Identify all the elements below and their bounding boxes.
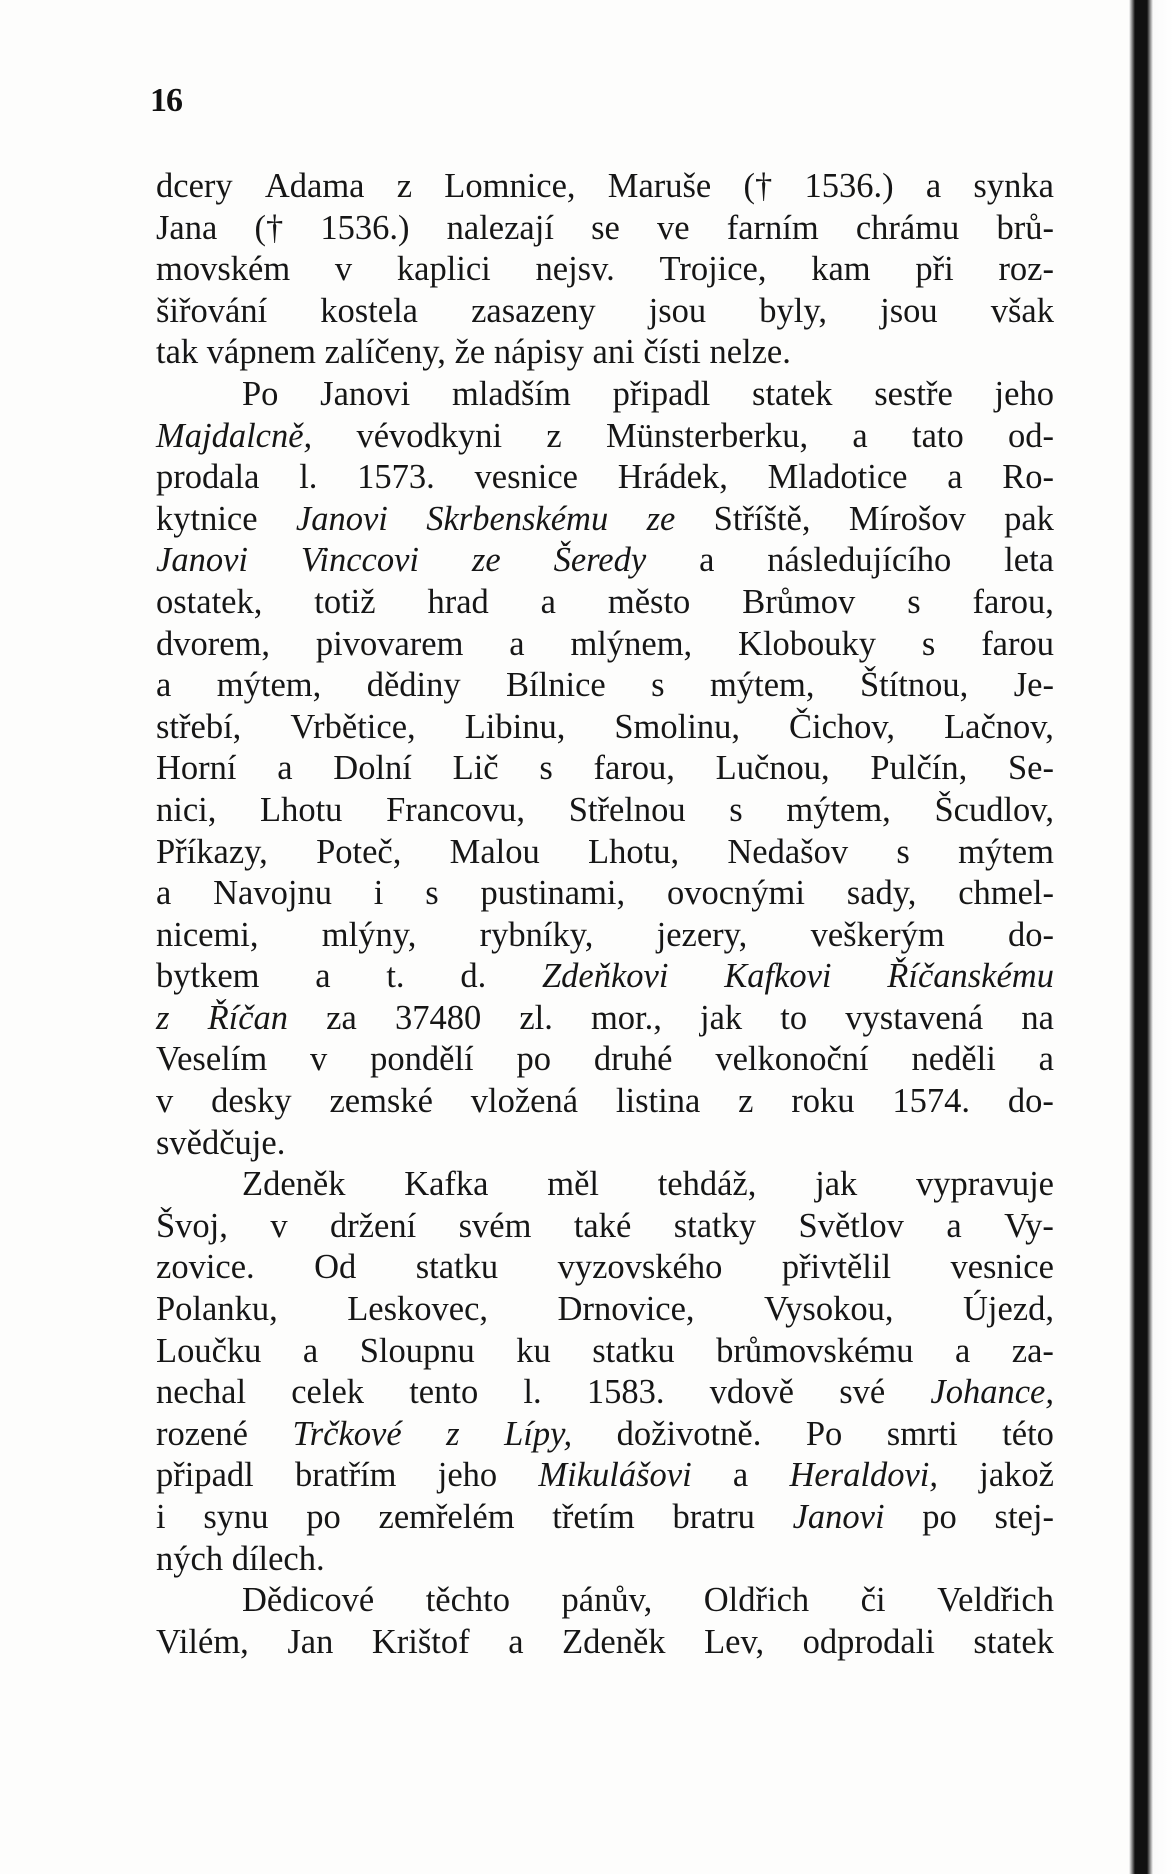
text-line: [156, 832, 1054, 874]
word: z: [546, 416, 562, 455]
word: Vrbětice,: [290, 707, 416, 746]
word: Je-: [1013, 666, 1054, 705]
word: totiž: [314, 582, 376, 621]
word: Münsterberku,: [605, 416, 809, 455]
word: Skrbenskému: [426, 499, 609, 538]
word: jakož: [979, 1456, 1054, 1495]
word: nelze.: [709, 333, 791, 372]
word: a: [509, 624, 525, 663]
text-line: [156, 1289, 1054, 1331]
word: Oldřich: [703, 1581, 810, 1620]
word: i: [156, 1498, 166, 1536]
word: Střelnou: [568, 790, 686, 829]
word: veškerým: [810, 915, 945, 954]
word: připadl: [156, 1456, 254, 1495]
word: Vilém,: [156, 1622, 249, 1661]
text-line: [156, 1580, 1054, 1622]
word: Lhotu: [260, 790, 343, 829]
word: a: [852, 416, 868, 455]
word: vyzovského: [557, 1248, 723, 1287]
word: Adama: [264, 167, 365, 205]
text-line: [156, 1331, 1054, 1373]
word: Vy-: [1004, 1206, 1054, 1245]
word: ze: [471, 541, 501, 580]
word: brů-: [996, 208, 1054, 247]
word: Šcudlov,: [934, 790, 1054, 829]
word: této: [1002, 1414, 1054, 1453]
word: s: [425, 874, 439, 913]
word: Trčkové: [292, 1414, 402, 1453]
word: jeho: [437, 1456, 498, 1495]
word: chrámu: [855, 208, 960, 247]
word: Jana: [156, 208, 218, 247]
word: kostela: [320, 291, 418, 330]
word: 1536.): [320, 208, 410, 247]
word: rybníky,: [479, 915, 594, 954]
word: Dolní: [333, 749, 412, 788]
word: pánův,: [561, 1581, 653, 1620]
word: v: [270, 1206, 288, 1245]
text-line: [156, 956, 1054, 998]
word: dcery: [156, 167, 233, 205]
word: Hrádek,: [617, 458, 728, 497]
word: a: [540, 582, 556, 621]
word: s: [921, 624, 936, 663]
word: Janovi: [320, 374, 411, 413]
word: leta: [1004, 541, 1054, 580]
word: tak: [156, 333, 207, 372]
word: čísti: [643, 333, 710, 372]
word: nici,: [156, 790, 217, 829]
word: v: [334, 250, 353, 289]
word: Vinccovi: [300, 541, 419, 580]
word: d.: [460, 957, 487, 996]
word: Lhotu,: [588, 832, 680, 871]
word: do-: [1008, 915, 1054, 954]
word: a: [954, 1331, 971, 1370]
body-text: [156, 166, 1054, 1663]
word: tento: [409, 1373, 479, 1412]
word: kam: [811, 250, 871, 289]
word: zovice.: [156, 1248, 255, 1287]
word: zemřelém: [378, 1498, 515, 1536]
word: Libinu,: [464, 707, 566, 746]
text-line: [156, 998, 1054, 1040]
word: Nedašov: [727, 832, 849, 871]
word: mýtem,: [786, 790, 891, 829]
word: Trojice,: [659, 250, 767, 289]
word: Zdeňkovi: [541, 957, 669, 996]
word: statek: [973, 1622, 1054, 1661]
word: a: [277, 749, 293, 788]
word: svědčuje.: [156, 1123, 286, 1162]
word: šiřování: [156, 291, 268, 330]
word: z: [156, 998, 170, 1037]
word: svém: [458, 1206, 532, 1245]
word: připadl: [612, 374, 711, 413]
word: mlýny,: [321, 915, 417, 954]
word: či: [860, 1581, 886, 1620]
word: s: [896, 832, 910, 871]
word: hrad: [427, 582, 489, 621]
word: s: [539, 749, 553, 788]
word: stej-: [994, 1498, 1054, 1536]
word: že: [454, 333, 494, 372]
word: velkonoční: [715, 1040, 869, 1079]
word: a: [156, 666, 172, 705]
text-line: [156, 540, 1054, 582]
word: roku: [791, 1082, 855, 1121]
word: Se-: [1007, 749, 1054, 788]
word: nicemi,: [156, 915, 259, 954]
word: odprodali: [802, 1622, 935, 1661]
word: Zdeněk: [562, 1622, 666, 1661]
word: Poteč,: [316, 832, 402, 871]
word: jeho: [994, 374, 1054, 413]
word: měl: [547, 1165, 599, 1204]
word: Polanku,: [156, 1290, 278, 1329]
word: s: [907, 582, 921, 621]
word: farou,: [593, 749, 675, 788]
word: 1583.: [586, 1373, 665, 1412]
word: Leskovec,: [347, 1290, 489, 1329]
word: listina: [615, 1082, 701, 1121]
word: Brůmov: [742, 582, 856, 621]
text-line: [156, 1497, 1054, 1539]
word: Loučku: [156, 1331, 262, 1370]
word: vesnice: [950, 1248, 1054, 1287]
word: nechal: [156, 1373, 247, 1412]
word: Vysokou,: [764, 1290, 894, 1329]
text-line: [156, 1164, 1054, 1206]
word: pustinami,: [480, 874, 626, 913]
word: své: [839, 1373, 886, 1412]
word: Bílnice: [506, 666, 606, 705]
word: Újezd,: [962, 1290, 1054, 1329]
word: těchto: [425, 1581, 511, 1620]
word: jsou: [880, 291, 938, 330]
word: dědiny: [366, 666, 461, 705]
word: farním: [726, 208, 819, 247]
word: nalezají: [446, 208, 554, 247]
word: synka: [973, 167, 1054, 205]
word: ze: [646, 499, 676, 538]
word: Majdalcně,: [156, 416, 313, 455]
word: Johance,: [930, 1373, 1054, 1412]
word: Příkazy,: [156, 832, 268, 871]
word: ných: [156, 1539, 232, 1578]
word: Veldřich: [937, 1581, 1054, 1620]
word: Klobouky: [738, 624, 877, 663]
text-line: [156, 291, 1054, 333]
word: bratru: [672, 1498, 755, 1536]
text-line: [156, 374, 1054, 416]
word: Francovu,: [386, 790, 526, 829]
word: po: [306, 1498, 341, 1536]
text-line: [156, 748, 1054, 790]
word: Mladotice: [767, 458, 908, 497]
text-line: [156, 915, 1054, 957]
word: město: [607, 582, 691, 621]
word: při: [915, 250, 954, 289]
word: do-: [1007, 1082, 1054, 1121]
text-line: [156, 1372, 1054, 1414]
word: vápnem: [206, 333, 325, 372]
word: Po: [805, 1414, 843, 1453]
word: Dědicové: [242, 1581, 375, 1620]
word: zalíčeny,: [324, 333, 455, 372]
word: Ro-: [1002, 458, 1054, 497]
text-line: [156, 1455, 1054, 1497]
word: statek: [752, 374, 833, 413]
text-line: [156, 1206, 1054, 1248]
text-line: [156, 873, 1054, 915]
word: po: [922, 1498, 957, 1536]
word: jsou: [648, 291, 707, 330]
word: Lič: [452, 749, 499, 788]
word: roz-: [998, 250, 1054, 289]
word: vdově: [709, 1373, 794, 1412]
page-number: 16: [150, 82, 182, 119]
word: jak: [700, 998, 743, 1037]
word: následujícího: [767, 541, 952, 580]
word: z: [446, 1414, 460, 1453]
text-line: [156, 1039, 1054, 1081]
word: z: [396, 167, 413, 205]
word: (†: [743, 167, 773, 205]
word: synu: [203, 1498, 269, 1536]
text-line: [156, 1622, 1054, 1664]
word: v: [310, 1040, 328, 1079]
word: mýtem,: [710, 666, 815, 705]
word: t.: [386, 957, 405, 996]
word: Zdeněk: [242, 1165, 346, 1204]
word: přivtělil: [781, 1248, 892, 1287]
word: Sloupnu: [359, 1331, 475, 1370]
word: farou,: [972, 582, 1054, 621]
word: a: [508, 1622, 524, 1661]
text-line: [156, 1414, 1054, 1456]
word: na: [1021, 998, 1054, 1037]
text-line: [156, 499, 1054, 541]
word: Heraldovi,: [789, 1456, 938, 1495]
word: pivovarem: [315, 624, 464, 663]
text-line: [156, 457, 1054, 499]
word: a: [315, 957, 331, 996]
word: dílech.: [231, 1539, 325, 1578]
text-line: [156, 624, 1054, 666]
word: za: [326, 998, 357, 1037]
word: a: [946, 1206, 962, 1245]
word: pondělí: [370, 1040, 474, 1079]
word: farou: [981, 624, 1054, 663]
word: od-: [1007, 416, 1054, 455]
word: Švoj,: [156, 1206, 228, 1245]
word: Kafka: [404, 1165, 489, 1204]
word: tehdáž,: [657, 1165, 757, 1204]
word: a: [732, 1456, 749, 1495]
word: pak: [1004, 499, 1054, 538]
word: s: [651, 666, 665, 705]
text-line: [156, 1081, 1054, 1123]
word: zemské: [329, 1082, 433, 1121]
word: Světlov: [798, 1206, 904, 1245]
text-line: [156, 332, 1054, 374]
word: Říčan: [207, 998, 289, 1037]
word: Jan: [287, 1622, 334, 1661]
word: (†: [254, 208, 284, 247]
word: mor.,: [590, 998, 662, 1037]
word: Čichov,: [789, 707, 896, 746]
text-line: [156, 166, 1054, 208]
word: vložená: [470, 1082, 579, 1121]
word: Říčanskému: [887, 957, 1054, 996]
word: Mírošov: [848, 499, 966, 538]
word: 1573.: [357, 458, 435, 497]
text-line: [156, 665, 1054, 707]
word: Krištof: [371, 1622, 470, 1661]
word: Stříště,: [713, 499, 811, 538]
word: a: [699, 541, 715, 580]
word: Drnovice,: [557, 1290, 695, 1329]
text-line: [156, 249, 1054, 291]
word: Lomnice,: [444, 167, 576, 205]
word: mýtem: [958, 832, 1054, 871]
word: a: [156, 874, 172, 913]
word: statku: [415, 1248, 499, 1287]
word: a: [947, 458, 963, 497]
word: Štítnou,: [859, 666, 969, 705]
word: vesnice: [474, 458, 578, 497]
word: Pulčín,: [870, 749, 968, 788]
word: a: [925, 167, 942, 205]
text-line: [156, 416, 1054, 458]
word: Janovi: [156, 541, 248, 580]
word: v: [156, 1082, 174, 1121]
word: l.: [299, 458, 318, 497]
word: jezery,: [656, 915, 748, 954]
word: však: [990, 291, 1054, 330]
word: statku: [592, 1331, 675, 1370]
word: nápisy: [493, 333, 593, 372]
word: druhé: [593, 1040, 673, 1079]
text-line: [156, 582, 1054, 624]
word: Lučnou,: [715, 749, 830, 788]
word: Od: [314, 1248, 357, 1287]
word: Šeredy: [553, 541, 647, 580]
word: bratřím: [294, 1456, 397, 1495]
text-line: [156, 208, 1054, 250]
word: Navojnu: [213, 874, 332, 913]
word: a: [1038, 1040, 1054, 1079]
word: mlýnem,: [570, 624, 693, 663]
word: 37480: [394, 998, 482, 1037]
word: l.: [523, 1373, 542, 1412]
text-line: [156, 1123, 1054, 1165]
text-line: [156, 1247, 1054, 1289]
word: vévodkyni: [356, 416, 503, 455]
word: byly,: [759, 291, 828, 330]
text-line: [156, 1539, 1054, 1581]
word: ostatek,: [156, 582, 263, 621]
word: bytkem: [156, 957, 260, 996]
word: ani: [592, 333, 644, 372]
word: sady,: [846, 874, 917, 913]
word: zl.: [519, 998, 553, 1037]
word: i: [373, 874, 384, 913]
word: Horní: [156, 749, 237, 788]
word: Maruše: [607, 167, 712, 205]
word: mýtem,: [216, 666, 322, 705]
word: Malou: [449, 832, 540, 871]
word: Kafkovi: [724, 957, 832, 996]
word: smrti: [886, 1414, 958, 1453]
word: po: [516, 1040, 552, 1079]
word: mladším: [451, 374, 571, 413]
word: z: [738, 1082, 754, 1121]
word: Janovi: [792, 1498, 885, 1536]
word: statky: [673, 1206, 757, 1245]
word: Smolinu,: [614, 707, 740, 746]
word: Lačnov,: [944, 707, 1054, 746]
word: za-: [1011, 1331, 1054, 1370]
word: Po: [242, 374, 279, 413]
word: ve: [656, 208, 690, 247]
word: chmel-: [958, 874, 1054, 913]
word: vystavená: [845, 998, 984, 1037]
text-line: [156, 790, 1054, 832]
word: třetím: [552, 1498, 635, 1536]
word: doživotně.: [616, 1414, 762, 1453]
word: dvorem,: [156, 624, 271, 663]
word: 1536.): [804, 167, 894, 205]
word: prodala: [156, 458, 260, 497]
word: kytnice: [156, 499, 258, 538]
word: Veselím: [156, 1040, 268, 1079]
word: nejsv.: [535, 250, 615, 289]
word: rozené: [156, 1414, 248, 1453]
word: desky: [211, 1082, 292, 1121]
word: sestře: [874, 374, 953, 413]
word: s: [729, 790, 743, 829]
word: movském: [156, 250, 291, 289]
word: vypravuje: [916, 1165, 1054, 1204]
word: jak: [815, 1165, 858, 1204]
word: ku: [516, 1331, 551, 1370]
word: a: [302, 1331, 319, 1370]
page-edge: [1129, 0, 1173, 1874]
word: 1574.: [892, 1082, 971, 1121]
word: kaplici: [396, 250, 491, 289]
word: držení: [329, 1206, 417, 1245]
word: střebí,: [156, 707, 242, 746]
word: ovocnými: [666, 874, 805, 913]
word: celek: [291, 1373, 365, 1412]
word: neděli: [911, 1040, 996, 1079]
word: Lípy,: [504, 1414, 573, 1453]
word: Lev,: [704, 1622, 765, 1661]
text-line: [156, 707, 1054, 749]
word: tato: [911, 416, 964, 455]
word: to: [780, 998, 808, 1037]
word: Mikulášovi: [538, 1456, 692, 1495]
word: také: [573, 1206, 632, 1245]
word: brůmovskému: [716, 1331, 914, 1370]
word: se: [591, 208, 620, 247]
word: Janovi: [295, 499, 388, 538]
word: zasazeny: [471, 291, 596, 330]
